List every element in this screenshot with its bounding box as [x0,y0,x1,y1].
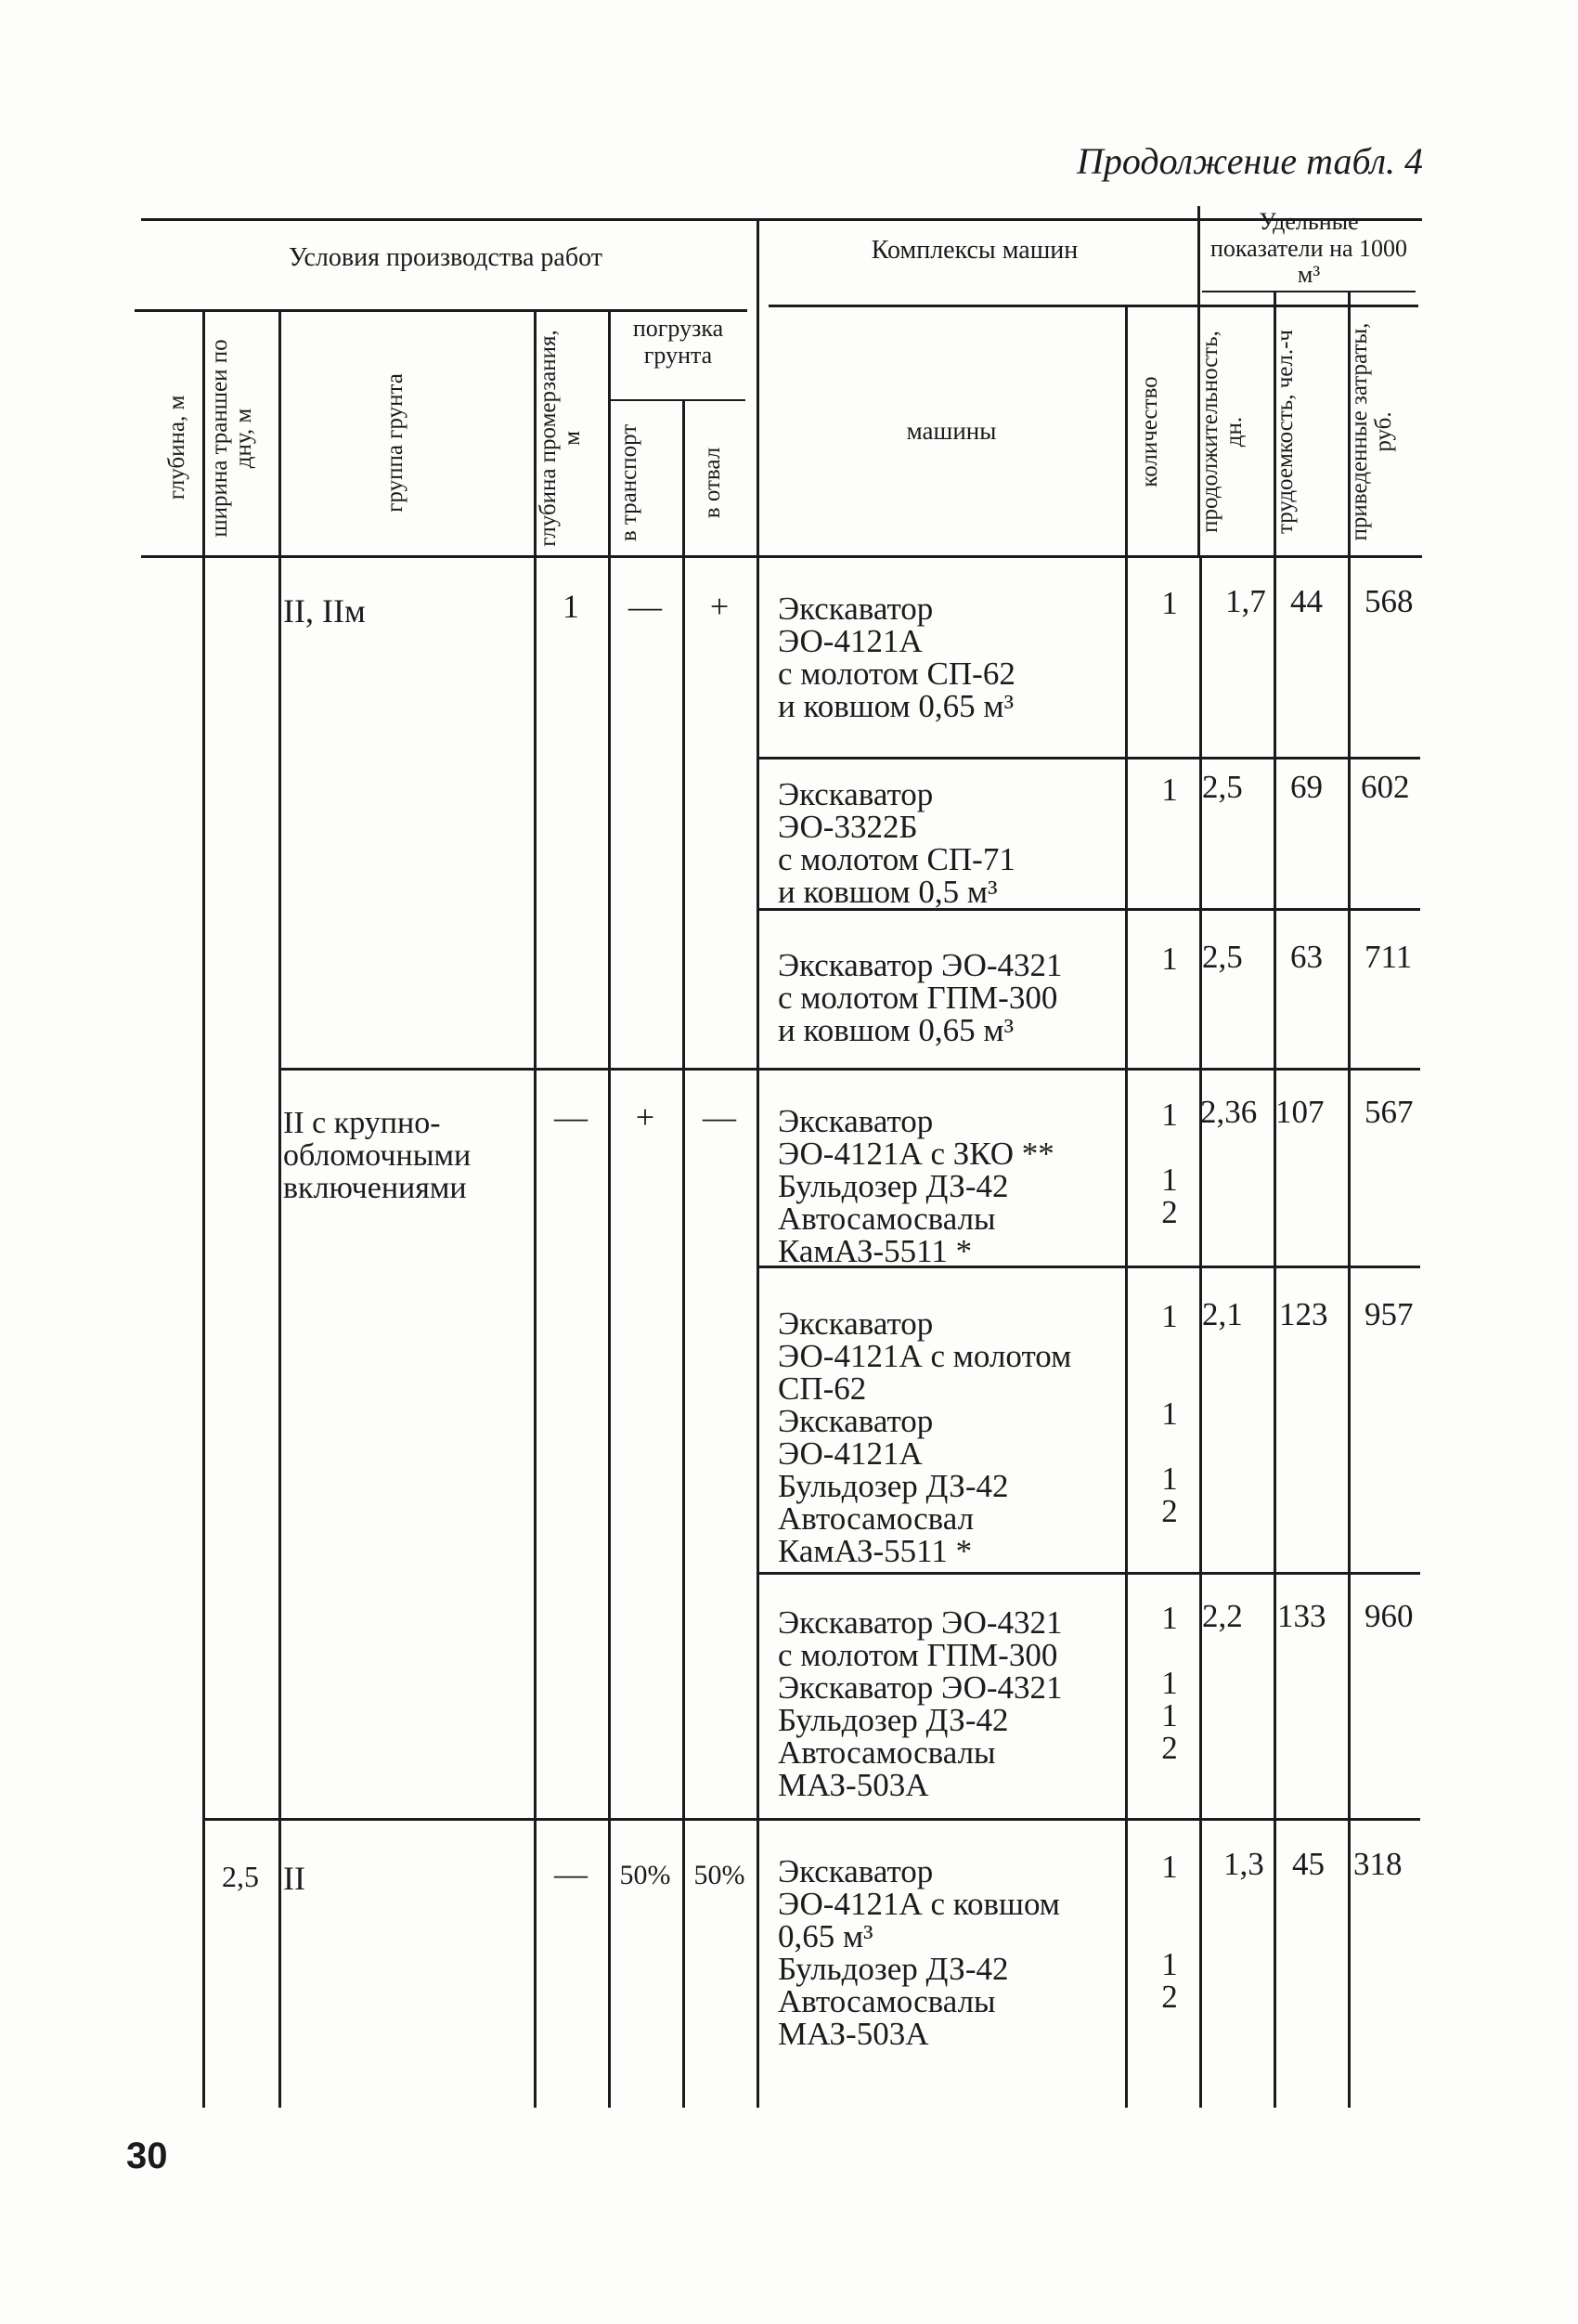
row5-machine-line: Экскаватор [778,1305,934,1342]
row4-machine-line: ЭО-4121А с ЗКО ** [778,1136,1054,1172]
row2-machine-line: ЭО-3322Б [778,809,918,845]
row7-duration: 1,3 [1223,1846,1264,1882]
header-cost: приведенные затраты, руб. [1347,322,1397,541]
row1-machine-line: Экскаватор [778,591,934,627]
row6-duration: 2,2 [1202,1598,1243,1634]
row5-qty: 1 [1161,1396,1178,1432]
row4-machine-line: КамАЗ-5511 * [778,1233,973,1269]
row3-cost: 711 [1365,939,1413,975]
row7-qty: 1 [1161,1946,1178,1982]
header-trench-width: ширина траншеи по дну, м [207,339,257,538]
group3-freeze: — [554,1855,588,1892]
row3-duration: 2,5 [1202,939,1243,975]
row3-qty: 1 [1161,941,1178,977]
row2-cost: 602 [1361,769,1410,805]
body-sep-2 [278,557,281,2108]
row2-machine-line: с молотом СП-71 [778,841,1015,877]
group2-freeze: — [554,1098,588,1136]
body-sep-9 [1274,557,1276,2108]
row5-machine-line: Экскаватор [778,1403,934,1439]
group1-transport: — [628,588,662,625]
row6-qty: 1 [1161,1600,1178,1636]
col-sep-conditions [757,218,759,557]
body-sep-7 [1125,557,1128,2108]
header-depth: глубина, м [164,395,189,500]
row6-qty: 1 [1161,1665,1178,1701]
row1-labor: 44 [1290,583,1323,619]
row6-cost: 960 [1365,1598,1414,1634]
header-loading: погрузка грунта [632,315,724,369]
group3-width: 2,5 [222,1860,259,1893]
row2-machine-line: Экскаватор [778,776,934,812]
row3-machine-line: и ковшом 0,65 м³ [778,1012,1015,1048]
header-conditions: Условия производства работ [289,243,602,272]
row1-machine-line: и ковшом 0,65 м³ [778,688,1015,724]
row7-machine-line: Экскаватор [778,1853,934,1889]
group1-dump: + [709,588,730,625]
group3-soil: II [283,1860,305,1897]
row6-machine-line: Бульдозер ДЗ-42 [778,1702,1009,1738]
header-bottom-rule [141,555,1422,558]
header-complexes: Комплексы машин [871,236,1079,265]
row5-qty: 1 [1161,1298,1178,1334]
row5-machine-line: ЭО-4121А [778,1435,923,1472]
row7-machine-line: Автосамосвалы [778,1983,996,2019]
header-labor: трудоемкость, чел.-ч [1273,330,1298,534]
group3-transport: 50% [619,1860,671,1890]
row4-qty: 1 [1161,1097,1178,1133]
row2-qty: 1 [1161,772,1178,808]
row7-cost: 318 [1353,1846,1403,1882]
row6-machine-line: МАЗ-503А [778,1767,929,1803]
header-unit: Удельные показатели на 1000 м³ [1209,208,1408,289]
row5-machine-line: СП-62 [778,1370,867,1407]
row1-machine-line: с молотом СП-62 [778,656,1015,692]
row-rule-5 [757,1572,1420,1575]
row5-machine-line: КамАЗ-5511 * [778,1533,973,1569]
row3-labor: 63 [1290,939,1323,975]
group2-transport: + [635,1098,655,1136]
row6-labor: 133 [1277,1598,1326,1634]
row7-machine-line: 0,65 м³ [778,1918,873,1954]
row7-qty: 2 [1161,1979,1178,2015]
page-title: Продолжение табл. 4 [1077,140,1424,182]
row7-labor: 45 [1292,1846,1325,1882]
row4-machine-line: Бульдозер ДЗ-42 [778,1168,1009,1204]
row5-qty: 1 [1161,1461,1178,1497]
row5-cost: 957 [1365,1296,1414,1332]
row5-machine-line: Автосамосвал [778,1500,975,1537]
col-sep-h2 [278,311,281,557]
row4-cost: 567 [1365,1094,1414,1130]
row4-labor: 107 [1275,1094,1325,1130]
row6-machine-line: с молотом ГПМ-300 [778,1637,1058,1673]
row5-labor: 123 [1279,1296,1328,1332]
unit-rule [1202,291,1416,292]
row7-qty: 1 [1161,1849,1178,1885]
body-sep-6 [757,557,759,2108]
header-machines: машины [906,417,997,445]
row5-duration: 2,1 [1202,1296,1243,1332]
row-rule-6 [202,1818,1420,1821]
header-quantity: количество [1137,376,1162,487]
row-rule-3 [278,1068,1420,1071]
row1-machine-line: ЭО-4121А [778,623,923,659]
row6-machine-line: Экскаватор ЭО-4321 [778,1669,1063,1706]
row-rule-1 [757,757,1420,760]
row5-machine-line: ЭО-4121А с молотом [778,1338,1072,1374]
row7-machine-line: Бульдозер ДЗ-42 [778,1951,1009,1987]
header-to-dump: в отвал [700,447,725,519]
row2-labor: 69 [1290,769,1323,805]
header-soil-group: группа грунта [382,373,407,513]
page-number: 30 [126,2136,168,2176]
row6-machine-line: Автосамосвалы [778,1734,996,1771]
col-sep-h6 [1125,306,1128,557]
group1-soil: II, IIм [283,592,366,630]
group3-dump: 50% [693,1860,745,1890]
body-sep-10 [1348,557,1351,2108]
loading-rule [611,399,745,401]
row4-machine-line: Экскаватор [778,1103,934,1139]
row4-qty: 1 [1161,1162,1178,1198]
row5-machine-line: Бульдозер ДЗ-42 [778,1468,1009,1504]
row6-machine-line: Экскаватор ЭО-4321 [778,1604,1063,1641]
row5-qty: 2 [1161,1493,1178,1529]
row1-cost: 568 [1365,583,1414,619]
row4-duration: 2,36 [1200,1094,1258,1130]
row6-qty: 2 [1161,1730,1178,1766]
group1-freeze: 1 [563,588,579,625]
group2-dump: — [703,1098,736,1136]
row4-machine-line: Автосамосвалы [778,1201,996,1237]
row6-qty: 1 [1161,1697,1178,1733]
row1-duration: 1,7 [1225,583,1266,619]
header-freeze-depth: глубина промерзания, м [536,330,586,547]
row3-machine-line: Экскаватор ЭО-4321 [778,947,1063,983]
row7-machine-line: ЭО-4121А с ковшом [778,1886,1060,1922]
header-rule-left [135,309,747,312]
row2-duration: 2,5 [1202,769,1243,805]
row3-machine-line: с молотом ГПМ-300 [778,980,1058,1016]
header-duration: продолжительность, дн. [1197,331,1248,533]
row2-machine-line: и ковшом 0,5 м³ [778,874,998,910]
row7-machine-line: МАЗ-503А [778,2016,929,2052]
row1-qty: 1 [1161,585,1178,621]
group2-soil: II с крупно- обломочными включениями [283,1106,472,1205]
row4-qty: 2 [1161,1194,1178,1230]
header-to-transport: в транспорт [616,423,641,542]
col-sep-h5 [682,399,685,557]
header-rule-right [769,305,1418,307]
